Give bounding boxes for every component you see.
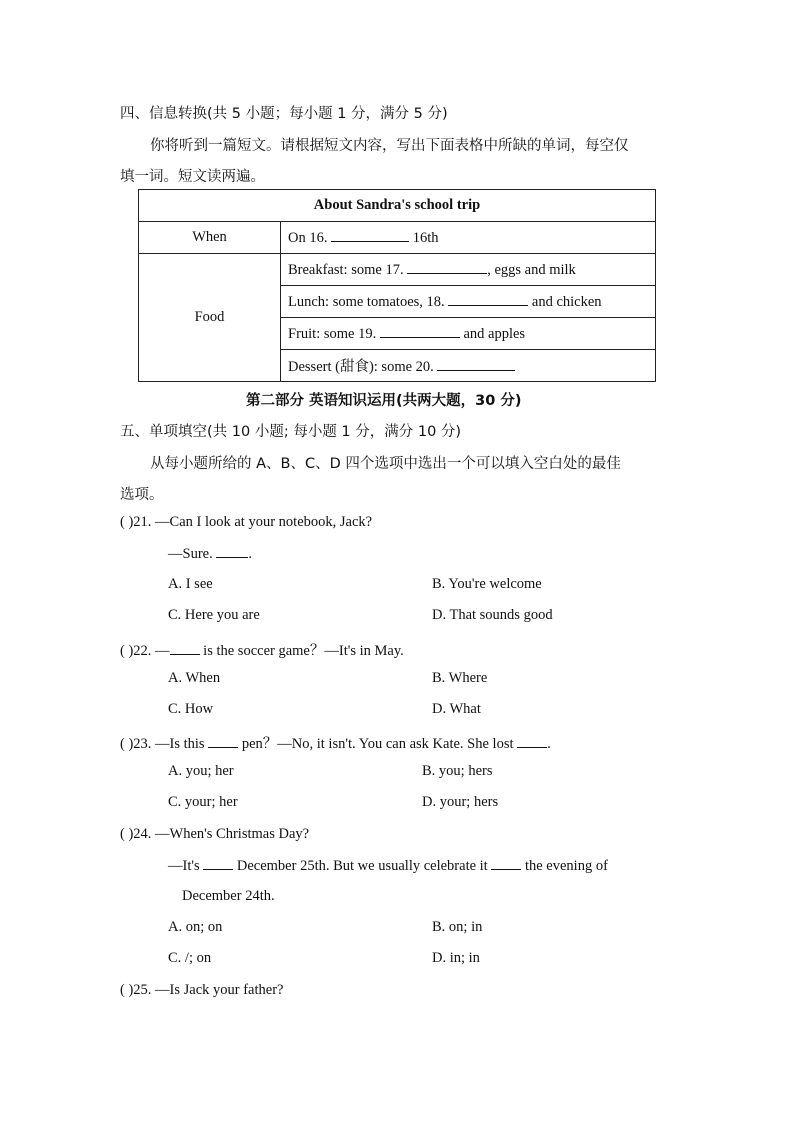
q24-option-c[interactable]: C. /; on bbox=[168, 950, 212, 966]
food-label: Food bbox=[139, 254, 281, 382]
when-label: When bbox=[139, 222, 281, 254]
q22-stem-post: is the soccer game？—It's in May. bbox=[203, 643, 404, 659]
dessert-pre: Dessert (甜食): some 20. bbox=[288, 359, 434, 375]
q21-option-a[interactable]: A. I see bbox=[168, 576, 213, 592]
fruit-cell bbox=[281, 318, 656, 350]
q22-stem-pre: ( )22. — bbox=[120, 643, 170, 659]
table-row bbox=[139, 254, 656, 286]
q23-option-c[interactable]: C. your; her bbox=[168, 794, 238, 810]
q23-blank-1 bbox=[208, 735, 238, 748]
q24-blank-1 bbox=[203, 857, 233, 870]
breakfast-post: , eggs and milk bbox=[487, 261, 576, 278]
q23-stem-pre: ( )23. —Is this bbox=[120, 736, 205, 752]
q21-line2-post: . bbox=[248, 546, 252, 562]
q24-line2-pre: —It's bbox=[168, 858, 200, 874]
breakfast-cell bbox=[281, 254, 656, 286]
q22-stem bbox=[120, 639, 404, 660]
q23-stem-mid: pen？—No, it isn't. You can ask Kate. She lost bbox=[241, 736, 514, 752]
q24-option-a[interactable]: A. on; on bbox=[168, 919, 223, 935]
info-table bbox=[138, 189, 656, 382]
q21-line2 bbox=[168, 545, 252, 563]
q22-blank bbox=[170, 642, 200, 655]
q23-option-a[interactable]: A. you; her bbox=[168, 763, 234, 779]
table-title: About Sandra's school trip bbox=[139, 190, 656, 222]
section4-instruction-line1: 你将听到一篇短文。请根据短文内容，写出下面表格中所缺的单词，每空仅 bbox=[150, 138, 629, 154]
q23-stem-post: . bbox=[547, 736, 551, 752]
q23-option-d[interactable]: D. your; hers bbox=[422, 794, 499, 810]
q22-option-b[interactable]: B. Where bbox=[432, 670, 488, 686]
q21-line2-pre: —Sure. bbox=[168, 546, 213, 562]
lunch-post: and chicken bbox=[531, 293, 602, 310]
q21-blank bbox=[216, 545, 248, 558]
fruit-pre: Fruit: some 19. bbox=[288, 325, 377, 342]
q24-blank-2 bbox=[491, 857, 521, 870]
q24-line3: December 24th. bbox=[182, 888, 275, 904]
part2-heading: 第二部分 英语知识运用(共两大题，30 分) bbox=[246, 393, 522, 409]
q23-option-b[interactable]: B. you; hers bbox=[422, 763, 493, 779]
q24-option-b[interactable]: B. on; in bbox=[432, 919, 483, 935]
when-pre: On 16. bbox=[288, 229, 328, 246]
breakfast-pre: Breakfast: some 17. bbox=[288, 261, 404, 278]
when-cell bbox=[281, 222, 656, 254]
q22-option-a[interactable]: A. When bbox=[168, 670, 221, 686]
q24-line2-post: the evening of bbox=[524, 858, 608, 874]
section4-instruction-line2: 填一词。短文读两遍。 bbox=[120, 169, 265, 185]
section5-instruction-line2: 选项。 bbox=[120, 487, 164, 503]
table-row bbox=[139, 190, 656, 222]
section5-instruction-line1: 从每小题所给的 A、B、C、D 四个选项中选出一个可以填入空白处的最佳 bbox=[150, 456, 621, 472]
section5-heading: 五、单项填空(共 10 小题; 每小题 1 分，满分 10 分) bbox=[120, 424, 462, 440]
fruit-post: and apples bbox=[463, 325, 526, 342]
q24-line2 bbox=[168, 857, 608, 875]
q21-option-b[interactable]: B. You're welcome bbox=[432, 576, 542, 592]
q22-option-c[interactable]: C. How bbox=[168, 701, 214, 717]
q25-stem: ( )25. —Is Jack your father? bbox=[120, 982, 284, 998]
dessert-cell bbox=[281, 350, 656, 382]
q21-option-c[interactable]: C. Here you are bbox=[168, 607, 260, 623]
lunch-pre: Lunch: some tomatoes, 18. bbox=[288, 293, 445, 310]
lunch-cell bbox=[281, 286, 656, 318]
q24-line2-mid: December 25th. But we usually celebrate it bbox=[236, 858, 488, 874]
q24-option-d[interactable]: D. in; in bbox=[432, 950, 480, 966]
q24-stem: ( )24. —When's Christmas Day? bbox=[120, 826, 310, 842]
table-row bbox=[139, 222, 656, 254]
answer-blank-20[interactable] bbox=[437, 358, 515, 371]
answer-blank-18[interactable] bbox=[448, 293, 528, 306]
answer-blank-17[interactable] bbox=[407, 261, 487, 274]
q23-blank-2 bbox=[517, 735, 547, 748]
answer-blank-19[interactable] bbox=[380, 325, 460, 338]
q23-stem bbox=[120, 732, 551, 753]
section4-heading: 四、信息转换(共 5 小题；每小题 1 分，满分 5 分) bbox=[120, 106, 448, 122]
when-post: 16th bbox=[412, 229, 439, 246]
q21-option-d[interactable]: D. That sounds good bbox=[432, 607, 553, 623]
q22-option-d[interactable]: D. What bbox=[432, 701, 481, 717]
q21-stem: ( )21. —Can I look at your notebook, Jack? bbox=[120, 514, 373, 530]
answer-blank-16[interactable] bbox=[331, 229, 409, 242]
